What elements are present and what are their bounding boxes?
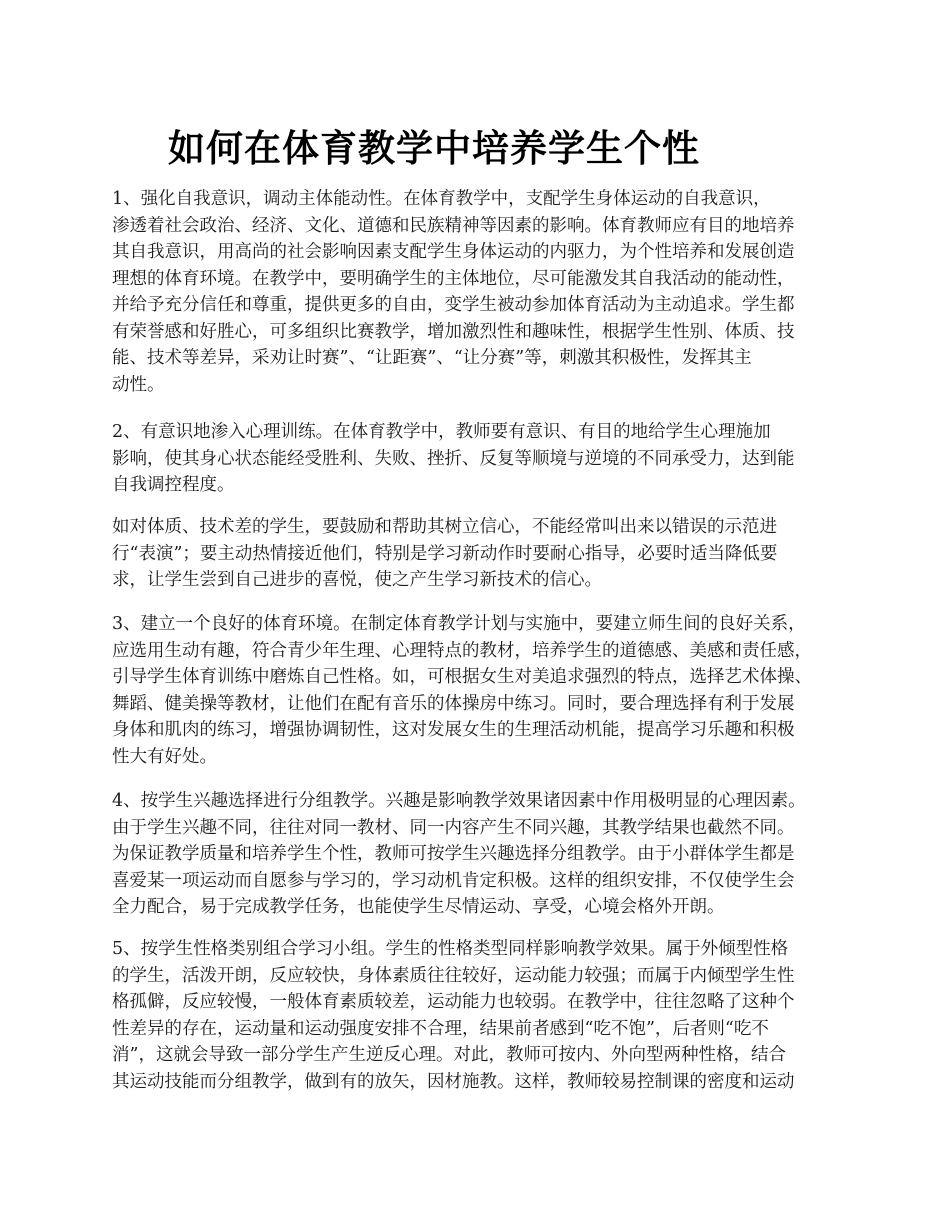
paragraph-line: 行“表演”；要主动热情接近他们，特别是学习新动作时要耐心指导，必要时适当降低要: [112, 543, 778, 564]
paragraph-line: 性差异的存在，运动量和运动强度安排不合理，结果前者感到“吃不饱”，后者则“吃不: [112, 1018, 769, 1039]
paragraph-line: 其自我意识，用高尚的社会影响因素支配学生身体运动的内驱力，为个性培养和发展创造: [112, 242, 795, 262]
paragraph-line: 舞蹈、健美操等教材，让他们在配有音乐的体操房中练习。同时，要合理选择有利于发展: [112, 693, 795, 714]
paragraph-line: 3、建立一个良好的体育环境。在制定体育教学计划与实施中，要建立师生间的良好关系，: [112, 614, 806, 634]
paragraph-line: 的学生，活泼开朗，反应较快，身体素质往往较好，运动能力较强；而属于内倾型学生性: [112, 965, 795, 986]
paragraph-line: 身体和肌肉的练习，增强协调韧性，这对发展女生的生理活动机能，提高学习乐趣和积极: [112, 720, 795, 740]
paragraph-5: [112, 788, 852, 921]
paragraph-line: 影响，使其身心状态能经受胜利、失败、挫折、反复等顺境与逆境的不同承受力，达到能: [112, 448, 795, 469]
paragraph-2: [112, 419, 852, 499]
paragraph-line: 能、技术等差异，采劝让时赛”、“让距赛”、“让分赛”等，刺激其积极性，发挥其主: [112, 348, 752, 368]
document-title: 如何在体育教学中培养学生个性: [168, 126, 700, 170]
paragraph-line: 并给予充分信任和尊重，提供更多的自由，变学生被动参加体育活动为主动追求。学生都: [112, 295, 795, 315]
paragraph-line: 5、按学生性格类别组合学习小组。学生的性格类型同样影响教学效果。属于外倾型性格: [112, 939, 789, 959]
paragraph-4: [112, 611, 852, 770]
paragraph-line: 理想的体育环境。在教学中，要明确学生的主体地位，尽可能激发其自我活动的能动性，: [112, 268, 795, 289]
paragraph-line: 为保证教学质量和培养学生个性，教师可按学生兴趣选择分组教学。由于小群体学生都是: [112, 844, 795, 864]
paragraph-line: 4、按学生兴趣选择进行分组教学。兴趣是影响教学效果诸因素中作用极明显的心理因素。: [112, 791, 806, 811]
paragraph-line: 引导学生体育训练中磨炼自己性格。如，可根据女生对美追求强烈的特点，选择艺术体操、: [112, 667, 812, 687]
paragraph-line: 自我调控程度。: [112, 475, 235, 495]
paragraph-line: 求，让学生尝到自己进步的喜悦，使之产生学习新技术的信心。: [112, 570, 602, 590]
paragraph-line: 喜爱某一项运动而自愿参与学习的，学习动机肯定积极。这样的组织安排，不仅使学生会: [112, 870, 795, 891]
paragraph-line: 应选用生动有趣，符合青少年生理、心理特点的教材，培养学生的道德感、美感和责任感，: [112, 640, 812, 661]
paragraph-line: 其运动技能而分组教学，做到有的放矢，因材施教。这样，教师较易控制课的密度和运动: [112, 1071, 795, 1092]
paragraph-line: 如对体质、技术差的学生，要鼓励和帮助其树立信心，不能经常叫出来以错误的示范进: [112, 517, 777, 537]
paragraph-3: [112, 514, 852, 594]
paragraph-line: 性大有好处。: [112, 746, 217, 767]
paragraph-line: 2、有意识地渗入心理训练。在体育教学中，教师要有意识、有目的地给学生心理施加: [112, 422, 771, 442]
paragraph-line: 全力配合，易于完成教学任务，也能使学生尽情运动、享受，心境会格外开朗。: [112, 897, 725, 917]
paragraph-line: 动性。: [112, 374, 165, 395]
paragraph-line: 由于学生兴趣不同，往往对同一教材、同一内容产生不同兴趣，其教学结果也截然不同。: [112, 817, 795, 838]
paragraph-6: [112, 936, 852, 1095]
paragraph-line: 1、强化自我意识，调动主体能动性。在体育教学中，支配学生身体运动的自我意识，: [112, 189, 771, 209]
paragraph-line: 渗透着社会政治、经济、文化、道德和民族精神等因素的影响。体育教师应有目的地培养: [112, 215, 795, 236]
paragraph-1: [112, 186, 852, 398]
paragraph-line: 格孤僻，反应较慢，一般体育素质较差，运动能力也较弱。在教学中，往往忽略了这种个: [112, 992, 795, 1012]
paragraph-line: 消”，这就会导致一部分学生产生逆反心理。对此，教师可按内、外向型两种性格，结合: [112, 1045, 786, 1065]
paragraph-line: 有荣誉感和好胜心，可多组织比赛教学，增加激烈性和趣味性，根据学生性别、体质、技: [112, 321, 795, 342]
